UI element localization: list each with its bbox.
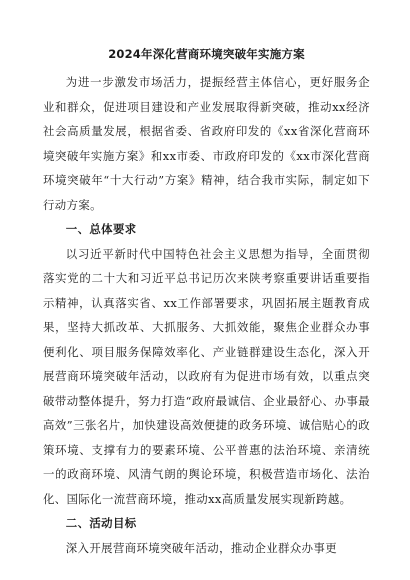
document-title: 2024年深化营商环境突破年实施方案	[108, 47, 305, 61]
activity-goals-paragraph: 深入开展营商环境突破年活动，推动企业群众办事更	[65, 540, 337, 555]
section-heading-activity-goals: 二、活动目标	[65, 516, 137, 530]
intro-paragraph: 为进一步激发市场活力，提振经营主体信心，更好服务企业和群众，促进项目建设和产业发展取得新突破，推动xx经济社会高质量发展，根据省委、省政府印发的《xx省深化营商环境突破年实施方案》和xx市委、市政府印发的《xx市深化营商环境突破年“十大行动”方案》精神，结合我市实际，制定如下行动方案。	[43, 75, 370, 212]
section-heading-general-requirements: 一、总体要求	[65, 222, 137, 236]
general-requirements-paragraph: 以习近平新时代中国特色社会主义思想为指导，全面贯彻落实党的二十大和习近平总书记历次来陕考察重要讲话重要指示精神，认真落实省、xx工作部署要求，巩固拓展主题教育成果，坚持大抓改革、大抓服务、大抓效能，聚焦企业群众办事便利化、项目服务保障效率化、产业链群建设生态化，深入开展营商环境突破年活动，以政府有为促进市场有效，以重点突破带动整体提升，努力打造“政府最诚信、企业最舒心、办事最高效”三张名片，加快建设高效便捷的政务环境、诚信贴心的政策环境、支撑有力的要素环境、公平普惠的法治环境、亲清统一的政商环境、风清气朗的舆论环境，积极营造市场化、法治化、国际化一流营商环境，推动xx高质量发展实现新跨越。	[43, 246, 370, 506]
